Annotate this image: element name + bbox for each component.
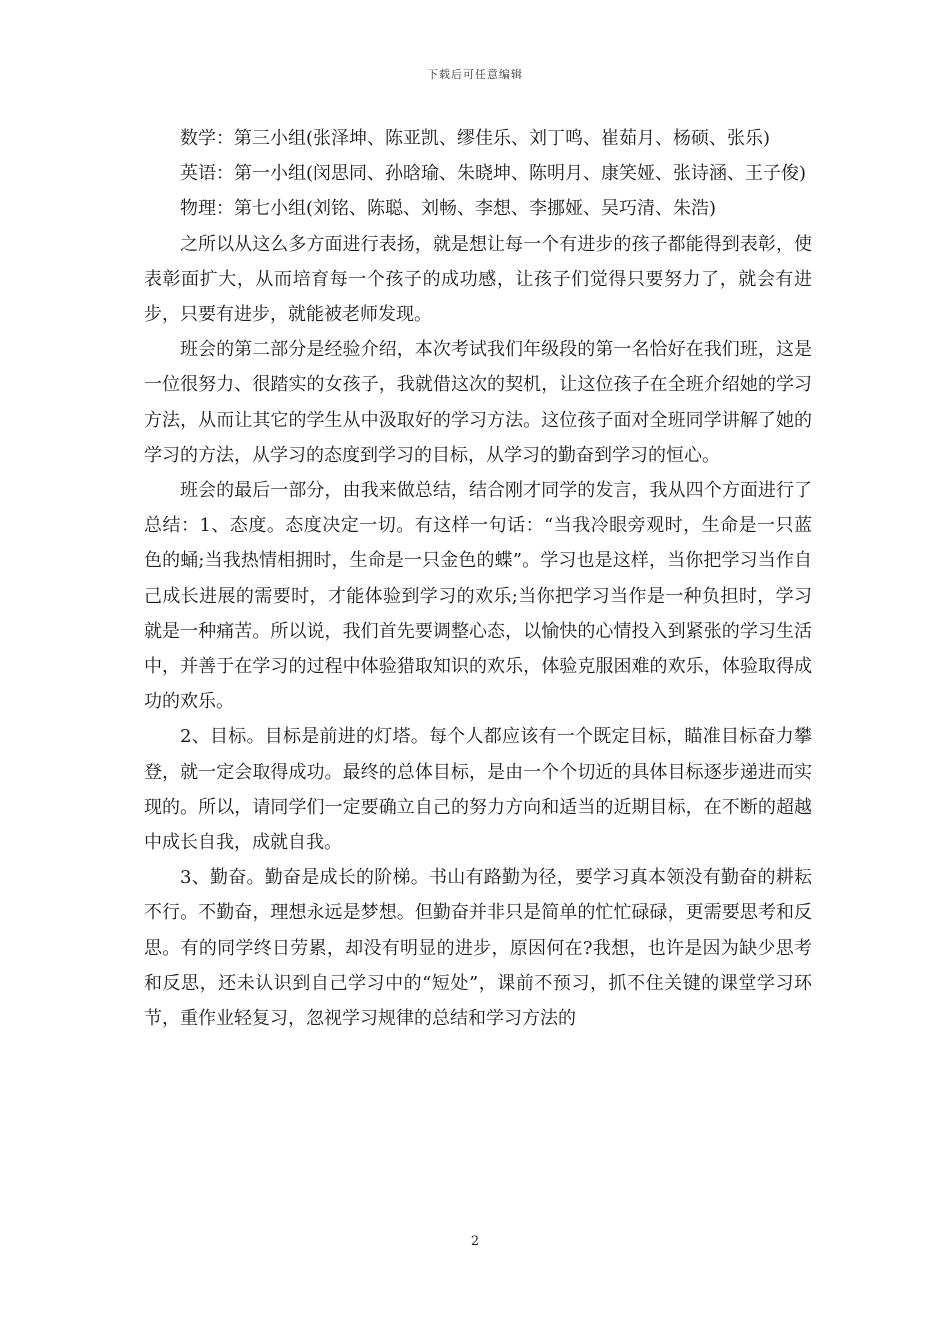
paragraph-praise-reason: 之所以从这么多方面进行表扬，就是想让每一个有进步的孩子都能得到表彰，使表彰面扩大，从而培育每一个孩子的成功感，让孩子们觉得只要努力了，就会有进步，只要有进步，就能被老师发现。: [144, 233, 812, 326]
paragraph-math-group: 数学：第三小组(张泽坤、陈亚凯、缪佳乐、刘丁鸣、崔茹月、杨硕、张乐): [180, 128, 771, 149]
paragraph-summary-attitude: 班会的最后一部分，由我来做总结，结合刚才同学的发言，我从四个方面进行了总结：1、态度。态度决定一切。有这样一句话：“当我冷眼旁观时，生命是一只蓝色的蛹;当我热情相拥时，生命是一只金色的蝶”。学习也是这样，当你把学习当作自己成长进展的需要时，才能体验到学习的欢乐;当你把学习当作是一种负担时，学习就是一种痛苦。所以说，我们首先要调整心态，以愉快的心情投入到紧张的学习生活中，并善于在学习的过程中体验猎取知识的欢乐，体验克服困难的欢乐，体验取得成功的欢乐。: [144, 480, 812, 713]
paragraph-diligence: 3、勤奋。勤奋是成长的阶梯。书山有路勤为径，要学习真本领没有勤奋的耕耘不行。不勤奋，理想永远是梦想。但勤奋并非只是简单的忙忙碌碌，更需要思考和反思。有的同学终日劳累，却没有明显的进步，原因何在?我想，也许是因为缺少思考和反思，还未认识到自己学习中的“短处”，课前不预习，抓不住关键的课堂学习环节，重作业轻复习，忽视学习规律的总结和学习方法的: [144, 867, 812, 1030]
document-body: [144, 121, 812, 1036]
paragraph-english-group: 英语：第一小组(闵思同、孙晗瑜、朱晓坤、陈明月、康笑娅、张诗涵、王子俊): [180, 163, 807, 185]
paragraph-physics-group: 物理：第七小组(刘铭、陈聪、刘畅、李想、李挪娅、吴巧清、朱浩): [180, 198, 717, 220]
page-number: 2: [470, 1234, 480, 1249]
page-header: 下载后可任意编辑: [427, 68, 523, 81]
paragraph-goal: 2、目标。目标是前进的灯塔。每个人都应该有一个既定目标，瞄准目标奋力攀登，就一定会取得成功。最终的总体目标，是由一个个切近的具体目标逐步递进而实现的。所以，请同学们一定要确立自己的努力方向和适当的近期目标，在不断的超越中成长自我，成就自我。: [144, 726, 812, 854]
paragraph-experience-intro: 班会的第二部分是经验介绍，本次考试我们年级段的第一名恰好在我们班，这是一位很努力、很踏实的女孩子，我就借这次的契机，让这位孩子在全班介绍她的学习方法，从而让其它的学生从中汲取好的学习方法。这位孩子面对全班同学讲解了她的学习的方法，从学习的态度到学习的目标，从学习的勤奋到学习的恒心。: [144, 339, 812, 466]
